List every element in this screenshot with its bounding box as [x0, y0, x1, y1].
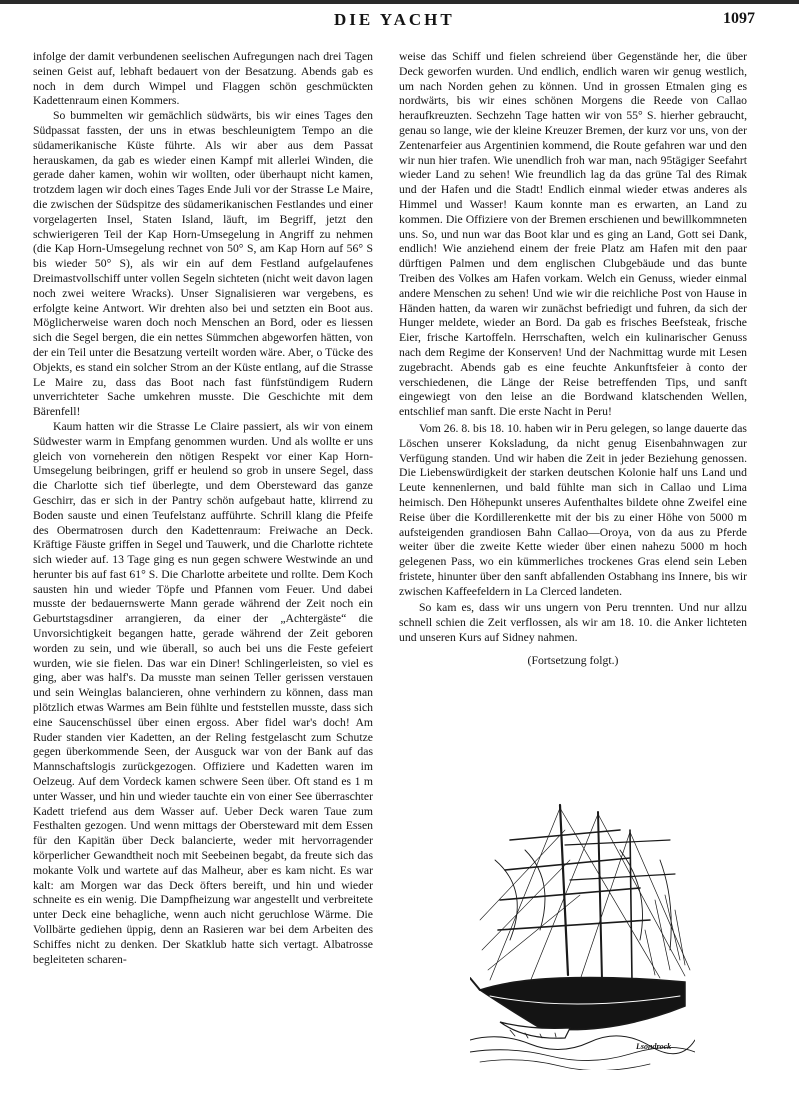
magazine-title: DIE YACHT [334, 10, 455, 29]
paragraph: So kam es, dass wir uns ungern von Peru trennten. Und nur allzu schnell schien die Zeit verflossen, als wir am 18. 10. die Anker lichteten und unseren Kurs auf Sidney nahmen. [399, 601, 747, 645]
artist-signature: Lsondrock [636, 1042, 672, 1051]
paragraph: Kaum hatten wir die Strasse Le Claire passiert, als wir von einem Südwester warm in Empfang genommen wurden. Und als wollte er uns gleich von vorneherein den nötigen Respekt vor einer Kap Horn-Umsegelung beibringen, griff er heulend so grob in unsere Segel, dass die Charlotte sich tief überlegte, und dem Obersteward das ganze Geschirr, das er sich in der Pantry schön aufgebaut hatte, klirrend zu Boden sauste und einen Teufelstanz aufführte. Schrill klang die Pfeife des Obermatrosen durch den Kadettenraum: Freiwache an Deck. Kräftige Fäuste griffen in Segel und Tauwerk, und die Charlotte richtete sich wieder auf. 13 Tage ging es nun gegen schwere Westwinde an und herunter bis auf fast 61° S. Die Charlotte arbeitete und rollte. Dem Koch sausten hin und wieder Töpfe und Pfannen vom Feuer. Und dabei musste der bedauernswerte Mann gerade während der Zeit noch ein Geburtstagsdiner arrangieren, da einer der „Achtergäste“ die Unvorsichtigkeit begangen hatte, gerade während der Zeit geboren worden zu sein, und wie überall, so auch bei uns die Feste gefeiert wurden, wie sie fielen. Das war ein Diner! Schlingerleisten, so viel es ging, aber was half's. Da musste man seinen Teller gerissen verstauen und sein Weinglas balancieren, ohne verhindern zu können, dass man plötzlich etwas Warmes am Bein fühlte und feststellen musste, dass sich eine Saucenschüssel über einen ergoss. Aber fidel war's doch! Am Ruder standen vier Kadetten, an der Reling festgelascht zum Schutze gegen überkommende Seen, der Ausguck war von der Bank auf das Mannschaftslogis zurückgezogen. Offiziere und Kadetten waren im Oelzeug. Auf dem Vordeck kamen schwere Seen über. Oft stand es 1 m unter Wasser, und hin und wieder tauchte ein von einer See überraschter Kadett triefend aus dem Wasser auf. Ueber Deck waren Taue zum Festhalten gezogen. Und wenn mittags der Obersteward mit dem Essen für den Kapitän über Deck balancierte, weder mit hervorragender körperlicher Gewandtheit noch mit Seebeinen begabt, da freute sich das mokante Volk und wartete auf das Malheur, aber es kam nicht. Es war kalt: am Morgen war das Deck öfters bereift, und hin und wieder schneite es ein wenig. Die Dampfheizung war angestellt und verbreitete unter Deck eine behagliche, wenn auch nicht geruchlose Wärme. Die Vollbärte gediehen üppig, denn an Rasieren war bei dem Arbeiten des Schiffes nicht zu denken. Der Skatklub hatte sich vertagt. Albatrosse begleiteten scharen- [33, 419, 373, 966]
paragraph: weise das Schiff und fielen schreiend über Gegenstände her, die über Deck geworfen wurden. Und endlich, endlich waren wir genug westlich, um nach Norden gehen zu können. Und in grossen Etmalen ging es nordwärts, bis wir eines schönen Morgens die Reede von Callao heraufkreuzten. Sechzehn Tage hatten wir von 55° S. hierher gebraucht, genau so lange, wie der kleine Kreuzer Bremen, der kurz vor uns, von der Zentenarfeier aus Argentinien kommend, die Route gefahren war und den wir nun hier trafen. Wie unendlich froh war man, nach 95tägiger Seefahrt wieder Land zu sehen! Wie freundlich lag da das grüne Tal des Rimak und der Hafen und die Stadt! Endlich einmal wieder etwas anderes als Himmel und Wasser! Kaum konnte man es erwarten, an Land zu kommen. Die Offiziere von der Bremen erschienen und bewillkommneten uns. So, und nun war das Boot klar und es ging an Land, Gott sei Dank, endlich! Wie anziehend einem der freie Platz am Hafen mit den paar dürftigen Palmen und dem englischen Clubgebäude und das bunte Treiben des Volkes am Hafen vorkam. Welch ein Genuss, wieder einmal andere Menschen zu sehen! Und wie wir die reichliche Post von Hause in Händen hatten, da waren wir zunächst befriedigt und fuhren, da sich der Hunger meldete, wieder an Bord. Da gab es frisches Beefsteak, frische Eier, frische Kartoffeln. Herrschaften, welch ein kulinarischer Genuss nach dem Regime der Konserven! Und der Nachmittag wurde mit Lesen zugebracht. Abends gab es eine feuchte Ankunftsfeier à conto der verschiedenen, die Länge der Reise betreffenden Tips, und sanft eingewiegt von den leise an die Bordwand klatschenden Wellen, entschlief man sanft. Die erste Nacht in Peru! [399, 50, 747, 419]
page-number: 1097 [723, 10, 755, 27]
top-rule [0, 0, 799, 4]
sailing-ship-illustration [470, 800, 695, 1070]
right-column [399, 50, 747, 669]
paragraph: Vom 26. 8. bis 18. 10. haben wir in Peru gelegen, so lange dauerte das Löschen unserer Koksladung, da nicht genug Eisenbahnwagen zur Verfügung standen. Und wir haben die Zeit in jeder Beziehung genossen. Die Liebenswürdigkeit der starken deutschen Kolonie half uns Land und Leute kennenlernen, und bald fühlte man sich in Callao und Lima heimisch. Den Höhepunkt unseres Aufenthaltes bildete ohne Zweifel eine Reise über die Kordillerenkette mit der bis zu einer Höhe von 5000 m aufsteigenden grandiosen Bahn Callao—Oroya, von da aus zu Pferde weiter über die zweite Kette wieder über einen nahezu 5000 m hoch gelegenen Pass, wo ein kümmerliches trockenes Gras elend sein Leben fristete, hinunter über den sanft abfallenden Ostabhang ins Innere, bis wir zwischen Kaffeefeldern in La Clerced landeten. [399, 421, 747, 598]
paragraph: infolge der damit verbundenen seelischen Aufregungen nach drei Tagen seinen Geist auf, lebhaft bedauert von der Besatzung. Abends gab es noch in dem durch Wimpel und Flaggen schön geschmückten Kadettenraum einen Kommers. [33, 50, 373, 108]
page-header [0, 8, 799, 34]
left-column [33, 50, 373, 967]
continuation-note: (Fortsetzung folgt.) [527, 653, 619, 667]
paragraph: So bummelten wir gemächlich südwärts, bis wir eines Tages den Südpassat fassten, der uns in etwas beschleunigtem Tempo an die südamerikanische Küste führte. Als wir aber aus dem Passat herauskamen, da gab es wieder einen Kampf mit allerlei Winden, die gerade daher kamen, wohin wir wollten, oder überhaupt nicht kamen, trotzdem lagen wir doch eines Tages Ende Juli vor der Strasse Le Maire, die zwischen der Südspitze des südamerikanischen Festlandes und einer vorgelagerten Insel, Staten Island, läuft, im Begriff, jetzt den schwierigeren Teil der Kap Horn-Umsegelung in Angriff zu nehmen (die Kap Horn-Umsegelung rechnet von 50° S, am Kap Horn auf 56° S bis wieder 50° S), als wir ein auf dem Festland aufgelaufenes Dreimastvollschiff unter vollen Segeln sichteten (nicht weit davon lagen noch zwei weitere Wracks). Unser Signalisieren war vergebens, es erfolgte keine Antwort. Wir drehten also bei und setzten ein Boot aus. Möglicherweise waren doch noch Menschen an Bord, oder es liessen sich die Segel bergen, die ein nettes Sümmchen abgeworfen hätten, von der ein Teil unter die Besatzung verteilt worden wäre. Aber, o Tücke des Objekts, es stand ein solcher Strom an der Küste entlang, auf die Strasse Le Maire zu, dass das Boot nach fast fünfstündigem Rudern unverrichteter Sache umkehren musste. Die Geschichte mit dem Bärenfell! [33, 109, 373, 419]
